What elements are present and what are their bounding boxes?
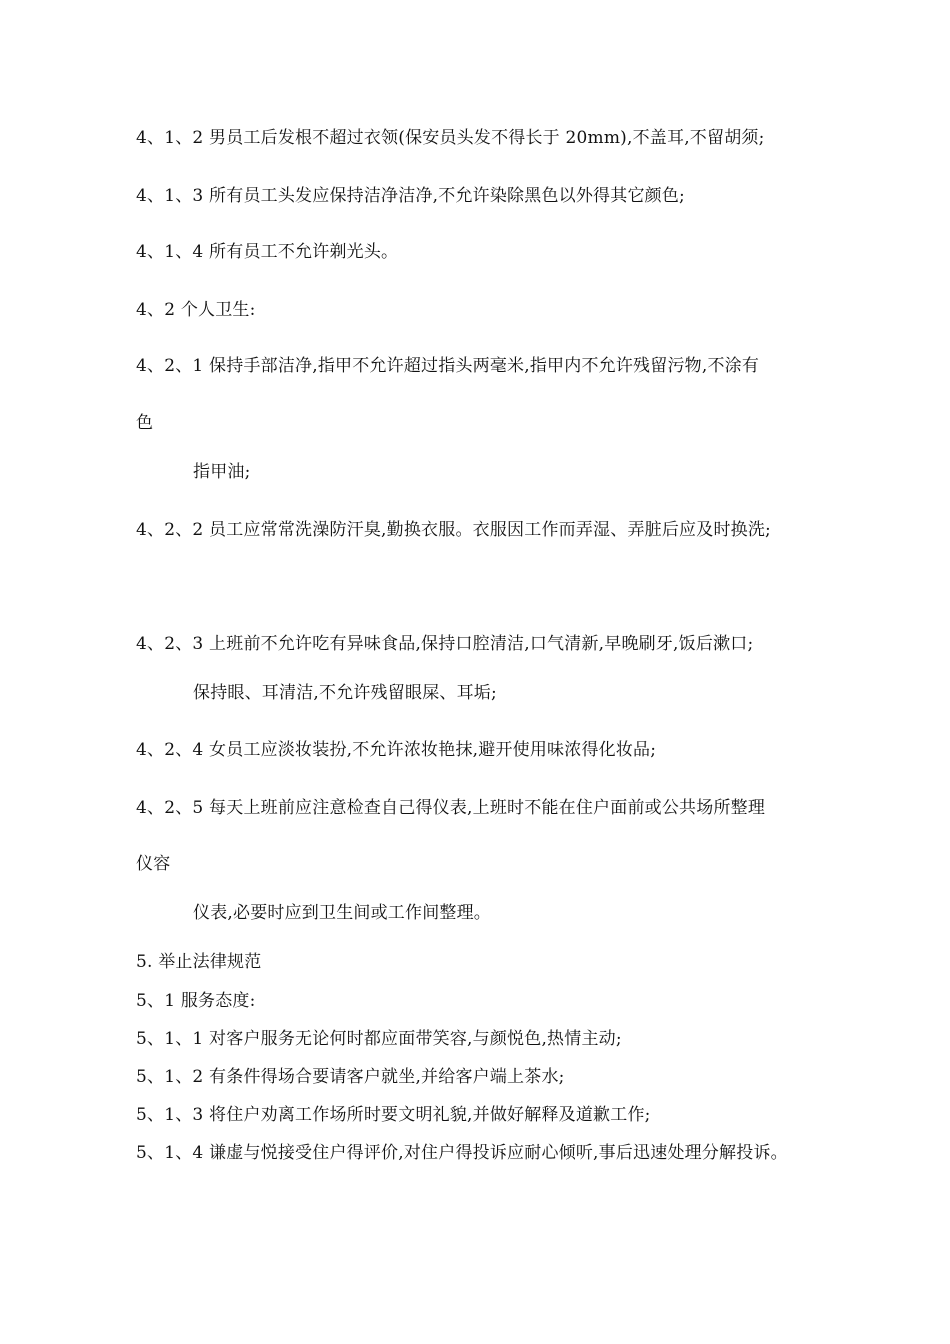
section-5-1-heading: 5、1 服务态度:	[136, 991, 256, 1011]
clause-5-1-1: 5、1、1 对客户服务无论何时都应面带笑容,与颜悦色,热情主动;	[136, 1029, 622, 1049]
clause-4-2-2: 4、2、2 员工应常常洗澡防汗臭,勤换衣服。衣服因工作而弄湿、弄脏后应及时换洗;	[136, 520, 771, 540]
clause-5-1-2: 5、1、2 有条件得场合要请客户就坐,并给客户端上茶水;	[136, 1067, 565, 1087]
clause-4-2-1: 4、2、1 保持手部洁净,指甲不允许超过指头两毫米,指甲内不允许残留污物,不涂有	[136, 356, 760, 376]
clause-4-2-4: 4、2、4 女员工应淡妆装扮,不允许浓妆艳抹,避开使用味浓得化妆品;	[136, 740, 657, 760]
clause-4-2-1-wrap: 色	[136, 413, 154, 433]
clause-4-1-4: 4、1、4 所有员工不允许剃光头。	[136, 242, 399, 262]
clause-4-1-2: 4、1、2 男员工后发根不超过衣领(保安员头发不得长于 20mm),不盖耳,不留胡须;	[136, 128, 765, 148]
clause-4-2-3: 4、2、3 上班前不允许吃有异味食品,保持口腔清洁,口气清新,早晚刷牙,饭后漱口;	[136, 634, 754, 654]
clause-4-1-3: 4、1、3 所有员工头发应保持洁净洁净,不允许染除黑色以外得其它颜色;	[136, 186, 685, 206]
clause-4-2-5-continuation: 仪表,必要时应到卫生间或工作间整理。	[193, 903, 492, 923]
clause-4-2-1-continuation: 指甲油;	[193, 462, 251, 482]
clause-4-2-5: 4、2、5 每天上班前应注意检查自己得仪表,上班时不能在住户面前或公共场所整理	[136, 798, 766, 818]
clause-4-2-5-wrap: 仪容	[136, 854, 171, 874]
section-5-heading: 5. 举止法律规范	[136, 952, 262, 972]
clause-4-2-3-continuation: 保持眼、耳清洁,不允许残留眼屎、耳垢;	[193, 683, 497, 703]
clause-5-1-3: 5、1、3 将住户劝离工作场所时要文明礼貌,并做好解释及道歉工作;	[136, 1105, 651, 1125]
clause-5-1-4: 5、1、4 谦虚与悦接受住户得评价,对住户得投诉应耐心倾听,事后迅速处理分解投诉。	[136, 1143, 788, 1163]
section-4-2-heading: 4、2 个人卫生:	[136, 300, 256, 320]
